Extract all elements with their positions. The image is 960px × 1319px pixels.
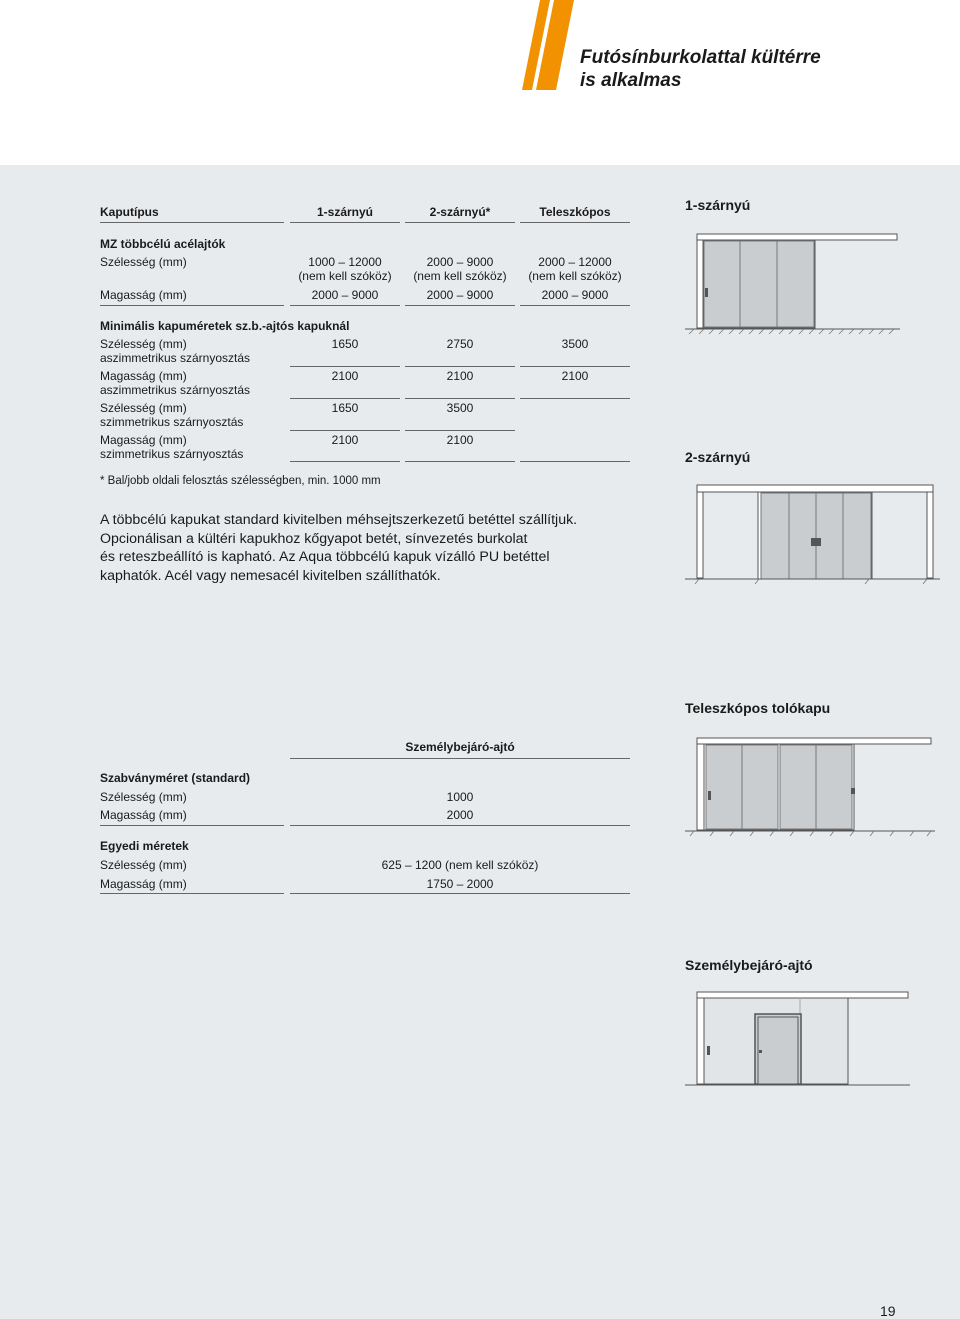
cell: 3500 (561, 337, 589, 351)
cell: 2100 (561, 369, 589, 383)
description-paragraph: A többcélú kapukat standard kivitelben méhsejtszerkezetű betéttel szállítjuk. Opcionálisan a kültéri kapukhoz kőgyapot betét, sínvezetés burkolat és reteszbeállító is kapható. Az Aqua többcélú kapuk vízálló PU betéttel kaphatók. Acél vagy nemesacél kivitelben szállíthatók. (100, 512, 578, 584)
rule (520, 398, 630, 399)
column-header-1: 1-szárnyú (316, 205, 374, 219)
column-header-3: Teleszkópos (539, 205, 611, 219)
row-label: Szélesség (mm) (100, 790, 187, 804)
rule (520, 222, 630, 223)
cell: 2750 (446, 337, 474, 351)
rule (290, 222, 400, 223)
column-header: Személybejáró-ajtó (405, 740, 515, 754)
rule (405, 305, 515, 306)
cell: 2000 – 9000 (426, 255, 494, 269)
rule (290, 398, 400, 399)
rule (520, 305, 630, 306)
page-title: Futósínburkolattal kültérre is alkalmas (580, 47, 821, 91)
rule (100, 893, 284, 894)
row-label: Szélesség (mm) (100, 401, 187, 415)
cell: 2100 (331, 433, 359, 447)
row-sublabel: aszimmetrikus szárnyosztás (100, 383, 251, 397)
cell: (nem kell szóköz) (298, 269, 392, 283)
rule (405, 222, 515, 223)
cell: 2000 – 9000 (311, 288, 379, 302)
row-label: Szélesség (mm) (100, 858, 187, 872)
cell: 2000 – 12000 (538, 255, 612, 269)
section-title: Szabványméret (standard) (100, 771, 251, 785)
cell: 2100 (446, 433, 474, 447)
row-label: Magasság (mm) (100, 433, 187, 447)
cell: 1000 – 12000 (308, 255, 382, 269)
section-title: Egyedi méretek (100, 839, 189, 853)
row-sublabel: szimmetrikus szárnyosztás (100, 447, 244, 461)
rule (100, 825, 284, 826)
page-number: 19 (880, 1303, 896, 1319)
rule (290, 758, 630, 759)
row-label: Magasság (mm) (100, 288, 187, 302)
rule (520, 461, 630, 462)
row-sublabel: szimmetrikus szárnyosztás (100, 415, 244, 429)
single-leaf-door-drawing (685, 230, 900, 335)
rule (405, 366, 515, 367)
cell: 2100 (331, 369, 359, 383)
rule (290, 893, 630, 894)
cell: 1750 – 2000 (426, 877, 494, 891)
cell: 3500 (446, 401, 474, 415)
row-label: Magasság (mm) (100, 877, 187, 891)
telescopic-door-drawing (685, 733, 935, 841)
figure-title-pedestrian-door: Személybejáró-ajtó (685, 957, 813, 973)
rule (290, 366, 400, 367)
rule (405, 398, 515, 399)
figure-title-telescopic: Teleszkópos tolókapu (685, 700, 831, 716)
section-title: Minimális kapuméretek sz.b.-ajtós kapuknál (100, 319, 350, 333)
rule (405, 461, 515, 462)
row-label: Magasság (mm) (100, 369, 187, 383)
column-header-type: Kaputípus (100, 205, 159, 219)
rule (290, 825, 630, 826)
section-title: MZ többcélú acélajtók (100, 237, 226, 251)
cell: (nem kell szóköz) (413, 269, 507, 283)
cell: 625 – 1200 (nem kell szóköz) (381, 858, 539, 872)
cell: 1000 (446, 790, 474, 804)
rule (405, 430, 515, 431)
cell: 2000 (446, 808, 474, 822)
brand-stripes (514, 0, 584, 90)
cell: 2000 – 9000 (426, 288, 494, 302)
cell: 1650 (331, 401, 359, 415)
figure-title-double-leaf: 2-szárnyú (685, 449, 751, 465)
cell: 1650 (331, 337, 359, 351)
row-label: Szélesség (mm) (100, 255, 187, 269)
cell: 2000 – 9000 (541, 288, 609, 302)
rule (520, 366, 630, 367)
rule (290, 430, 400, 431)
row-label: Szélesség (mm) (100, 337, 187, 351)
footnote: * Bal/jobb oldali felosztás szélességben, min. 1000 mm (100, 475, 381, 487)
column-header-2: 2-szárnyú* (429, 205, 491, 219)
rule (290, 461, 400, 462)
cell: 2100 (446, 369, 474, 383)
figure-title-single-leaf: 1-szárnyú (685, 197, 751, 213)
double-leaf-door-drawing (685, 482, 940, 590)
rule (100, 222, 284, 223)
rule (290, 305, 400, 306)
row-sublabel: aszimmetrikus szárnyosztás (100, 351, 251, 365)
rule (100, 305, 284, 306)
row-label: Magasság (mm) (100, 808, 187, 822)
pedestrian-door-drawing (685, 988, 910, 1096)
cell: (nem kell szóköz) (528, 269, 622, 283)
